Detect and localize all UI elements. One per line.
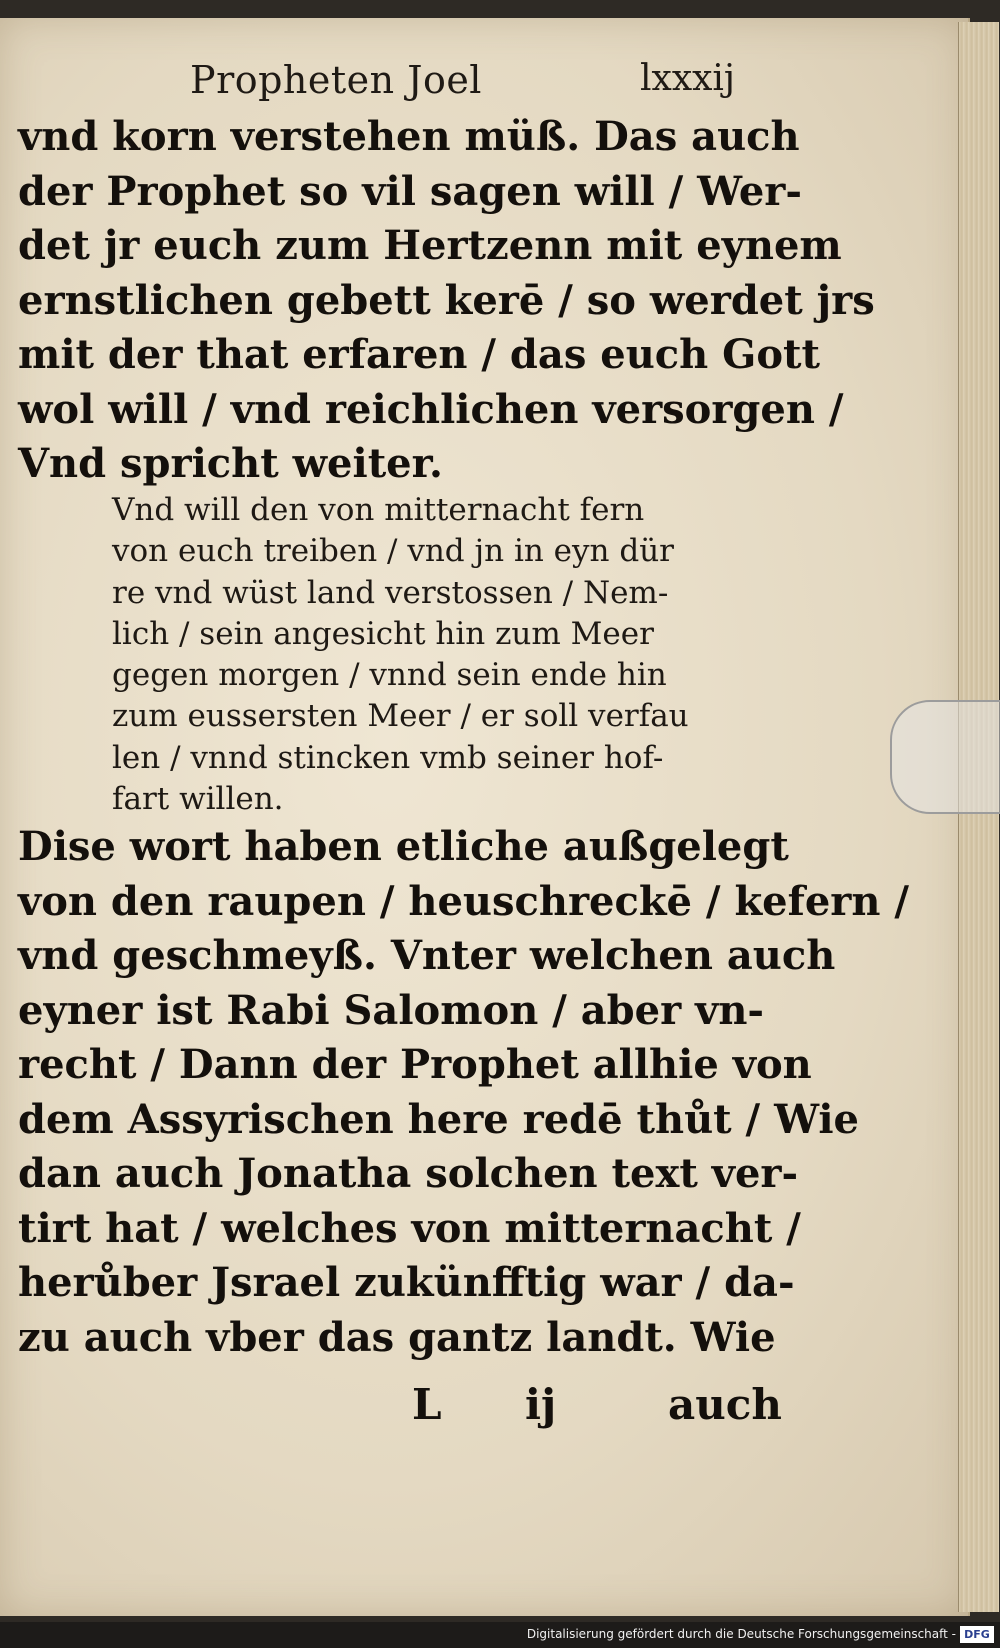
text-line: wol will / vnd reichlichen versorgen / (18, 385, 844, 433)
text-line: dem Assyrischen here redē thůt / Wie (18, 1095, 859, 1143)
text-line: ernstlichen gebett kerē / so werdet jrs (18, 276, 875, 324)
funding-credit: Digitalisierung gefördert durch die Deutsche Forschungsgemeinschaft - (526, 1627, 956, 1641)
signature-mark: L (412, 1380, 442, 1429)
scripture-quote (112, 490, 702, 820)
text-line: Vnd spricht weiter. (18, 440, 443, 487)
page-header (0, 58, 968, 108)
quote-line: gegen morgen / vnnd sein ende hin (112, 657, 667, 694)
quote-line: re vnd wüst land verstossen / Nem- (112, 574, 669, 611)
text-line: herůber Jsrael zukünfftig war / da- (18, 1259, 795, 1306)
text-line: mit der that erfaren / das euch Gott (18, 331, 820, 378)
signature-number: ij (525, 1380, 557, 1429)
dfg-logo: DFG (960, 1626, 994, 1643)
text-line: Dise wort haben etliche außgelegt (18, 823, 789, 870)
folio-number: lxxxij (640, 58, 736, 99)
paragraph-2 (18, 820, 909, 1365)
quote-line: zum eussersten Meer / er soll verfau (112, 698, 689, 735)
quote-line: Vnd will den von mitternacht fern (112, 492, 645, 528)
text-line: von den raupen / heuschreckē / kefern / (18, 877, 909, 925)
text-line: zu auch vber das gantz landt. Wie (18, 1313, 776, 1361)
text-line: vnd geschmeyß. Vnter welchen auch (18, 932, 836, 979)
quote-line: von euch treiben / vnd jn in eyn dür (112, 533, 674, 570)
page-stack-edge (958, 22, 999, 1612)
text-line: vnd korn verstehen müß. Das auch (18, 113, 800, 160)
text-line: der Prophet so vil sagen will / Wer- (18, 167, 802, 215)
quote-line: len / vnnd stincken vmb seiner hof- (112, 739, 664, 776)
quote-line: lich / sein angesicht hin zum Meer (112, 615, 654, 652)
text-line: tirt hat / welches von mitternacht / (18, 1204, 801, 1252)
text-line: det jr euch zum Hertzenn mit eynem (18, 222, 842, 269)
catchword: auch (668, 1380, 782, 1429)
running-title: Propheten Joel (190, 58, 482, 102)
page-clip-tab (890, 700, 1000, 814)
credit-bar (0, 1622, 1000, 1648)
paragraph-1 (18, 110, 875, 492)
page-footer (0, 1380, 968, 1430)
quote-line: fart willen. (112, 781, 284, 818)
text-line: recht / Dann der Prophet allhie von (18, 1041, 812, 1088)
text-line: eyner ist Rabi Salomon / aber vn- (18, 986, 764, 1034)
text-line: dan auch Jonatha solchen text ver- (18, 1150, 799, 1197)
